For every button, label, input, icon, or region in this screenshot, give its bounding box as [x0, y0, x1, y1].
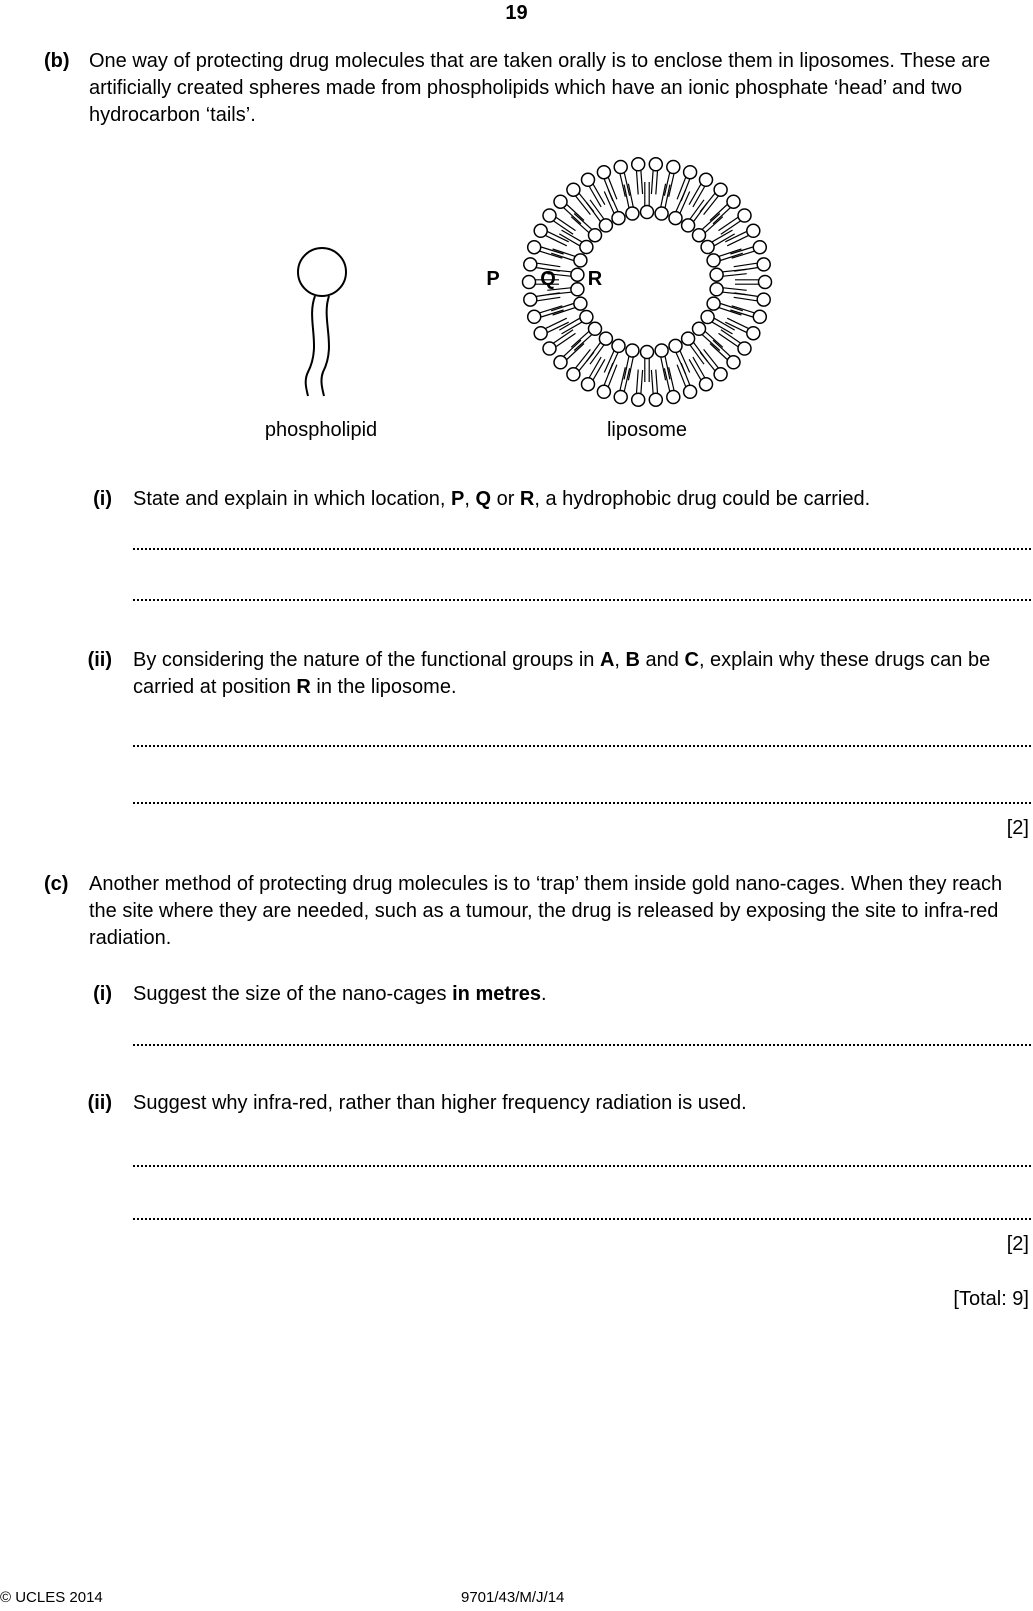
page-number: 19: [505, 2, 528, 24]
part-b-i-question: State and explain in which location, P, Q or R, a hydrophobic drug could be carried.: [133, 488, 871, 510]
answer-line[interactable]: [133, 540, 1031, 550]
part-c-i-question: Suggest the size of the nano-cages in metres.: [133, 983, 547, 1005]
answer-line[interactable]: [133, 1157, 1031, 1167]
label-q: Q: [540, 268, 556, 290]
answer-line[interactable]: [133, 794, 1031, 804]
marks-c: [2]: [1006, 1233, 1029, 1255]
part-c-i-label: (i): [93, 983, 112, 1005]
part-b-ii-question: By considering the nature of the functional groups in A, B and C, explain why these drugs can be carried at position R in the liposome.: [133, 649, 991, 698]
phospholipid-icon: [298, 248, 346, 396]
label-r: R: [587, 268, 603, 290]
part-c-ii-question: Suggest why infra-red, rather than higher frequency radiation is used.: [133, 1092, 747, 1114]
footer-code: 9701/43/M/J/14: [461, 1589, 565, 1606]
footer-copyright: © UCLES 2014: [0, 1589, 103, 1606]
part-b-i-label: (i): [93, 488, 112, 510]
answer-line[interactable]: [133, 1036, 1031, 1046]
total-marks: [Total: 9]: [953, 1288, 1029, 1310]
answer-line[interactable]: [133, 591, 1031, 601]
answer-line[interactable]: [133, 737, 1031, 747]
label-p: P: [486, 268, 500, 290]
answer-line[interactable]: [133, 1210, 1031, 1220]
phospholipid-caption: phospholipid: [264, 419, 378, 441]
liposome-figure: [0, 140, 1033, 460]
part-b-ii-label: (ii): [87, 649, 112, 671]
liposome-icon: [523, 158, 772, 406]
part-c-label: (c): [44, 873, 69, 895]
liposome-caption: liposome: [606, 419, 688, 441]
marks-b: [2]: [1006, 817, 1029, 839]
part-c-ii-label: (ii): [87, 1092, 112, 1114]
part-b-text: One way of protecting drug molecules that are taken orally is to enclose them in liposomes. These are artificially created spheres made from phospholipids which have an ionic phosphate ‘head’ and two hydrocarbon ‘tails’.: [89, 50, 991, 126]
part-c-text: Another method of protecting drug molecules is to ‘trap’ them inside gold nano-cages. When they reach the site where they are needed, such as a tumour, the drug is released by exposing the site to infra-red radiation.: [89, 873, 1003, 949]
part-b-label: (b): [44, 50, 70, 72]
